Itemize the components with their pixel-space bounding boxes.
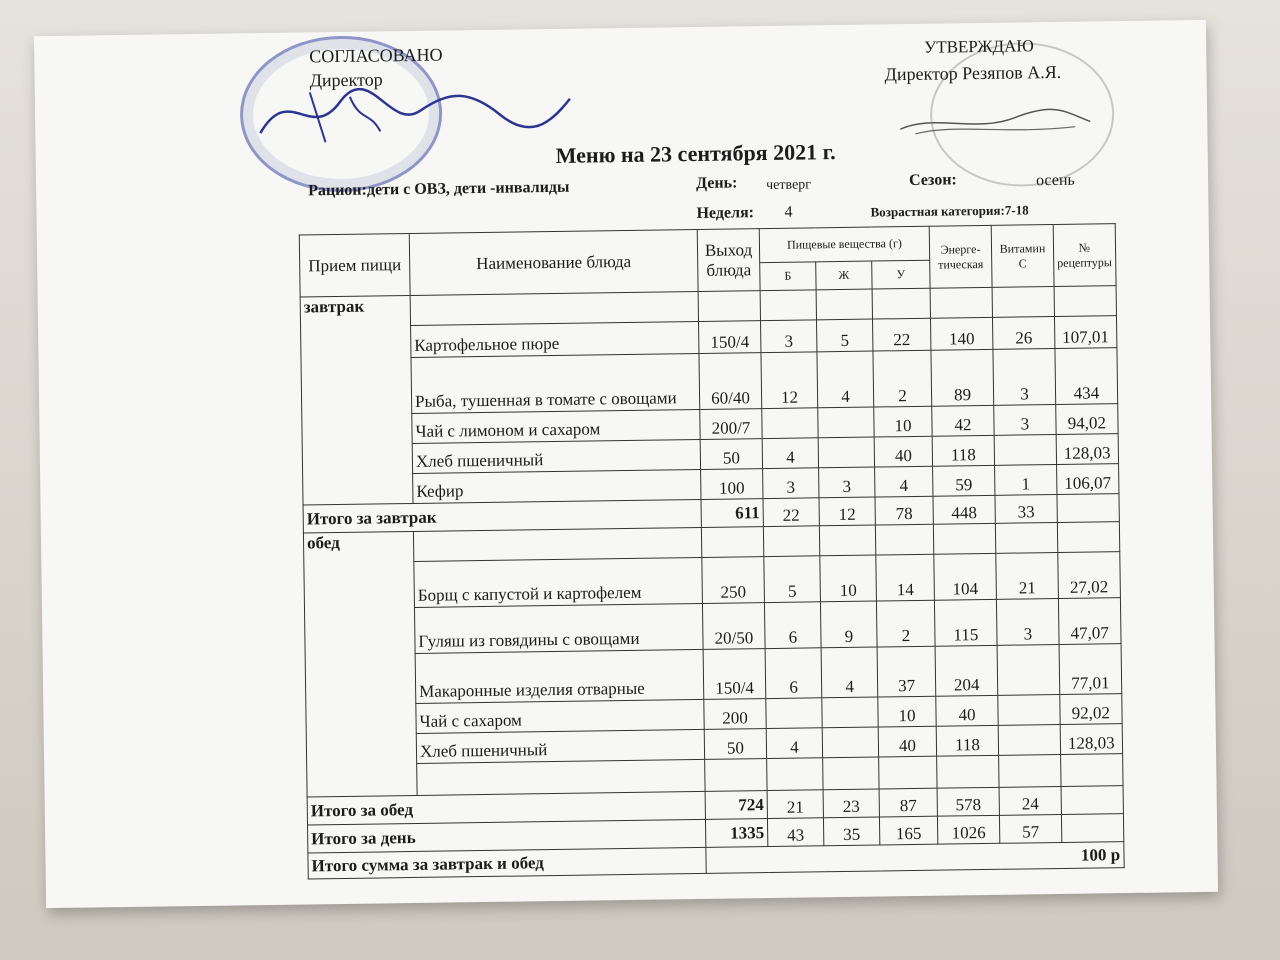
breakfast-total-label: Итого за завтрак xyxy=(303,499,701,533)
dish-name: Борщ с капустой и картофелем xyxy=(414,557,703,607)
dish-protein: 12 xyxy=(761,352,818,409)
agreed-caption: СОГЛАСОВАНО xyxy=(309,44,443,67)
dish-output: 60/40 xyxy=(699,353,762,410)
dish-protein: 4 xyxy=(762,438,818,469)
dish-energy: 89 xyxy=(931,349,994,406)
week-value: 4 xyxy=(784,203,793,221)
meal-breakfast: завтрак xyxy=(300,295,413,505)
dish-vitamin xyxy=(998,724,1060,755)
dish-energy: 59 xyxy=(933,465,995,496)
col-zh-header: Ж xyxy=(816,261,872,290)
signature-agreed xyxy=(250,69,581,154)
dish-carbs: 2 xyxy=(876,600,935,647)
total-output: 1335 xyxy=(705,819,767,848)
dish-output: 200/7 xyxy=(700,409,762,440)
dish-vitamin: 3 xyxy=(996,598,1059,645)
col-recipe-header: № рецептуры xyxy=(1053,224,1116,287)
total-output: 724 xyxy=(705,791,767,820)
dish-vitamin xyxy=(994,434,1056,465)
week-label: Неделя: xyxy=(696,204,755,222)
signature-approve xyxy=(895,91,1096,144)
dish-recipe: 77,01 xyxy=(1059,644,1121,695)
total-protein: 43 xyxy=(767,818,823,847)
total-carbs: 78 xyxy=(875,496,933,525)
dish-fat: 5 xyxy=(817,319,873,352)
dish-protein: 6 xyxy=(764,602,821,649)
dish-vitamin: 21 xyxy=(996,552,1059,599)
col-vitamin-header: Витамин С xyxy=(991,225,1054,288)
dish-protein xyxy=(762,408,818,439)
dish-energy: 115 xyxy=(934,599,997,646)
approve-caption: УТВЕРЖДАЮ xyxy=(924,36,1034,57)
dish-vitamin: 26 xyxy=(992,317,1054,350)
dish-recipe: 27,02 xyxy=(1058,552,1120,599)
dish-output: 50 xyxy=(700,439,762,470)
dish-name: Картофельное пюре xyxy=(411,321,699,357)
dish-recipe: 106,07 xyxy=(1057,464,1119,495)
dish-energy: 42 xyxy=(932,405,994,436)
sum-value: 100 р xyxy=(706,842,1124,874)
total-protein: 21 xyxy=(767,790,823,819)
dish-protein: 4 xyxy=(766,728,822,759)
dish-fat xyxy=(822,697,878,728)
total-vitamin: 33 xyxy=(995,494,1057,523)
dish-output: 100 xyxy=(701,469,763,500)
dish-fat: 3 xyxy=(819,467,875,498)
day-value: четверг xyxy=(766,177,812,194)
dish-fat: 9 xyxy=(820,601,877,648)
dish-carbs: 10 xyxy=(874,406,932,437)
dish-energy: 204 xyxy=(935,645,998,696)
dish-recipe: 92,02 xyxy=(1060,694,1122,725)
dish-output: 150/4 xyxy=(703,649,766,700)
col-b-header: Б xyxy=(760,262,816,291)
dish-name: Рыба, тушенная в томате с овощами xyxy=(411,353,700,413)
dish-carbs: 40 xyxy=(878,726,936,757)
dish-energy: 40 xyxy=(936,695,998,726)
dish-vitamin xyxy=(998,694,1060,725)
dish-vitamin: 3 xyxy=(993,348,1056,405)
season-value: осень xyxy=(1035,171,1075,190)
dish-energy: 140 xyxy=(930,317,992,350)
total-vitamin: 24 xyxy=(999,786,1061,815)
approve-name: Директор Резяпов А.Я. xyxy=(884,61,1062,85)
dish-recipe: 434 xyxy=(1055,348,1117,405)
total-output: 611 xyxy=(701,499,763,528)
dish-protein: 3 xyxy=(761,320,817,353)
total-energy: 448 xyxy=(933,495,995,524)
dish-output: 50 xyxy=(704,729,766,760)
dish-name: Кефир xyxy=(413,469,701,503)
total-energy: 578 xyxy=(937,787,999,816)
dish-carbs: 10 xyxy=(878,696,936,727)
dish-fat xyxy=(818,407,874,438)
col-energy-header: Энерге-тическая xyxy=(929,225,992,288)
total-carbs: 87 xyxy=(879,788,937,817)
dish-name: Хлеб пшеничный xyxy=(416,729,704,763)
dish-name: Хлеб пшеничный xyxy=(412,439,700,473)
total-fat: 12 xyxy=(819,497,875,526)
dish-protein: 6 xyxy=(765,648,822,699)
dish-fat: 4 xyxy=(821,647,878,698)
dish-fat xyxy=(822,727,878,758)
dish-recipe: 47,07 xyxy=(1058,598,1120,645)
dish-energy: 118 xyxy=(936,725,998,756)
dish-output: 200 xyxy=(704,699,766,730)
dish-protein: 3 xyxy=(763,468,819,499)
dish-carbs: 14 xyxy=(876,554,935,601)
total-fat: 35 xyxy=(823,817,879,846)
dish-name: Чай с сахаром xyxy=(416,699,704,733)
col-nutrients-header: Пищевые вещества (г) xyxy=(759,226,929,262)
document-title: Меню на 23 сентября 2021 г. xyxy=(555,139,836,168)
dish-recipe: 128,03 xyxy=(1060,724,1122,755)
dish-fat: 4 xyxy=(817,351,874,408)
col-u-header: У xyxy=(872,260,930,289)
dish-protein xyxy=(766,698,822,729)
dish-carbs: 22 xyxy=(873,318,931,351)
dish-output: 20/50 xyxy=(702,603,765,650)
menu-table xyxy=(299,223,1125,879)
agreed-role: Директор xyxy=(309,69,383,91)
total-protein: 22 xyxy=(763,498,819,527)
age-label: Возрастная категория:7-18 xyxy=(870,202,1029,220)
day-label: День: xyxy=(695,174,738,192)
season-label: Сезон: xyxy=(908,171,957,190)
total-carbs: 165 xyxy=(879,816,937,845)
dish-fat xyxy=(818,437,874,468)
dish-vitamin xyxy=(997,644,1060,695)
dish-carbs: 4 xyxy=(875,466,933,497)
ration-label: Рацион:дети с ОВЗ, дети -инвалиды xyxy=(308,178,570,200)
total-fat: 23 xyxy=(823,789,879,818)
sum-label: Итого сумма за завтрак и обед xyxy=(308,847,706,879)
meal-lunch: обед xyxy=(303,531,417,797)
dish-carbs: 40 xyxy=(874,436,932,467)
day-total-label: Итого за день xyxy=(308,819,706,853)
total-vitamin: 57 xyxy=(999,814,1061,843)
dish-fat: 10 xyxy=(820,555,877,602)
dish-protein: 5 xyxy=(764,556,821,603)
col-dish-header: Наименование блюда xyxy=(409,229,698,295)
col-meal-header: Прием пищи xyxy=(299,234,410,298)
dish-name: Чай с лимоном и сахаром xyxy=(412,409,700,443)
col-output-header: Выход блюда xyxy=(697,229,760,292)
dish-recipe: 128,03 xyxy=(1056,434,1118,465)
dish-carbs: 37 xyxy=(877,646,936,697)
dish-name: Гуляш из говядины с овощами xyxy=(414,603,703,653)
dish-output: 250 xyxy=(702,557,765,604)
dish-vitamin: 3 xyxy=(994,404,1056,435)
lunch-total-label: Итого за обед xyxy=(307,791,705,825)
dish-vitamin: 1 xyxy=(995,464,1057,495)
dish-carbs: 2 xyxy=(873,350,932,407)
total-energy: 1026 xyxy=(937,815,999,844)
dish-recipe: 107,01 xyxy=(1054,316,1116,349)
dish-name: Макаронные изделия отварные xyxy=(415,649,704,703)
dish-output: 150/4 xyxy=(699,321,761,354)
dish-recipe: 94,02 xyxy=(1056,404,1118,435)
menu-document xyxy=(34,20,1218,908)
dish-energy: 118 xyxy=(932,435,994,466)
dish-energy: 104 xyxy=(934,553,997,600)
